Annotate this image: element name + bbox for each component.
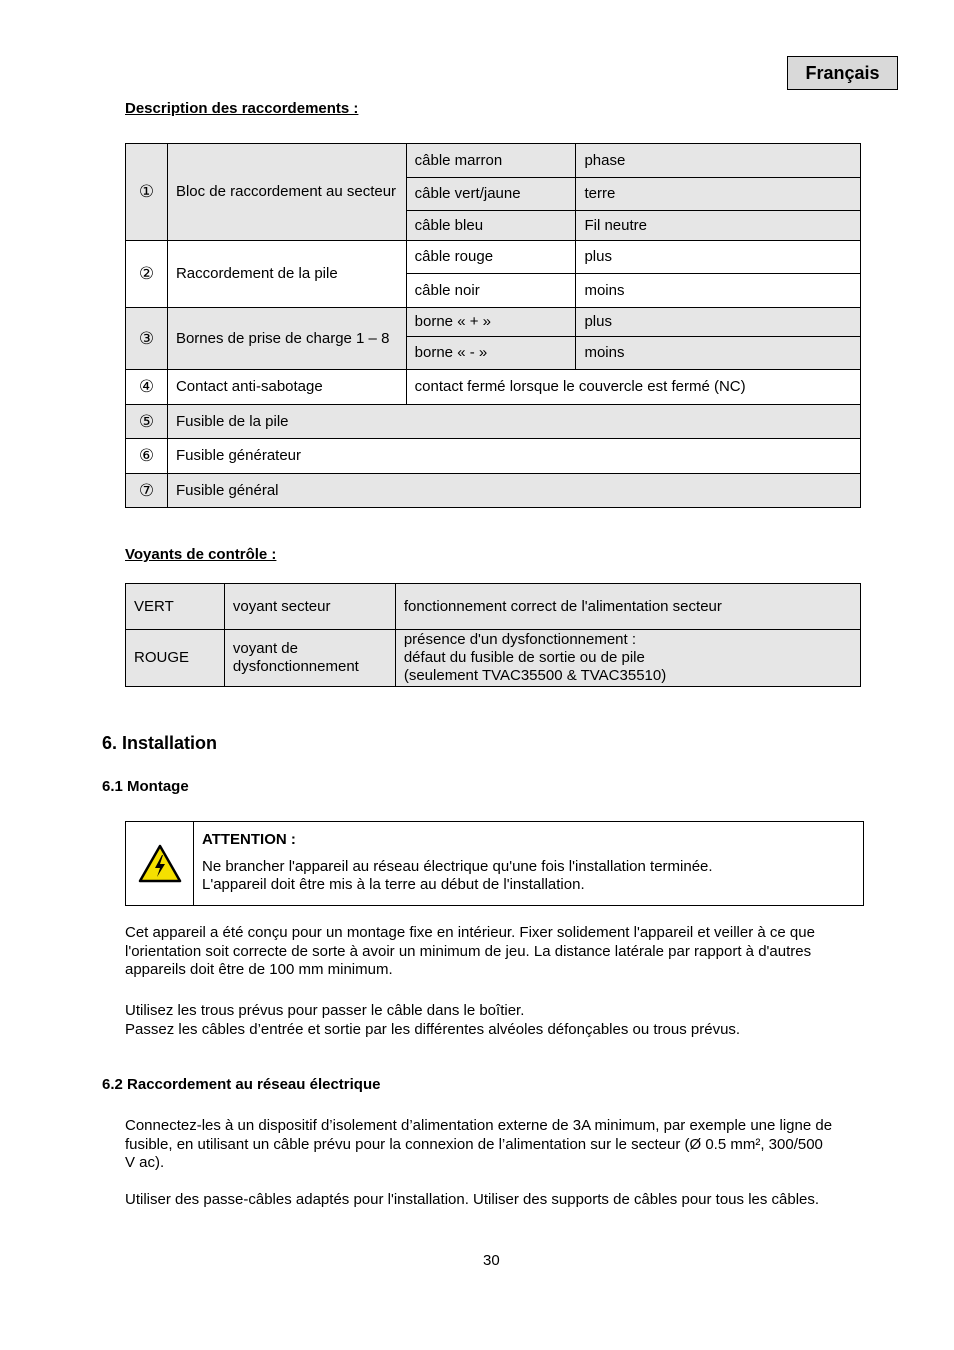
connection-number: ④ <box>126 370 168 405</box>
connection-label: Fusible générateur <box>167 439 860 474</box>
attention-line: L'appareil doit être mis à la terre au début de l'installation. <box>202 876 585 893</box>
connection-function: Fil neutre <box>576 211 861 241</box>
connection-label: Bloc de raccordement au secteur <box>167 144 406 241</box>
connection-cable: borne « + » <box>406 308 576 337</box>
connection-label: Raccordement de la pile <box>167 241 406 308</box>
paragraph-line: Cet appareil a été conçu pour un montage fixe en intérieur. Fixer solidement l'appareil et veiller à ce que <box>125 924 815 941</box>
connection-description: contact fermé lorsque le couvercle est fermé (NC) <box>406 370 860 405</box>
indicator-description-line: présence d'un dysfonctionnement : <box>403 631 637 648</box>
paragraph-line: Passez les câbles d’entrée et sortie par les différentes alvéoles défonçables ou trous prévus. <box>125 1020 741 1038</box>
language-tab: Français <box>787 56 898 90</box>
connection-number: ⑦ <box>126 474 168 508</box>
paragraph-line: fusible, en utilisant un câble prévu pour la connexion de l’alimentation sur le secteur (Ø 0.5 mm², 300/500 <box>125 1135 823 1153</box>
attention-line: Ne brancher l'appareil au réseau électrique qu'une fois l'installation terminée. <box>202 858 713 875</box>
connection-number: ① <box>126 144 168 241</box>
connection-function: terre <box>576 178 861 211</box>
high-voltage-warning-icon <box>138 844 182 884</box>
indicators-heading: Voyants de contrôle : <box>125 546 277 563</box>
connection-label: Bornes de prise de charge 1 – 8 <box>167 308 406 370</box>
paragraph-line: Connectez-les à un dispositif d’isolement d’alimentation externe de 3A minimum, par exemple une ligne de <box>125 1117 833 1134</box>
connections-table <box>125 143 861 508</box>
page-number: 30 <box>483 1252 500 1269</box>
indicator-name: voyant secteur <box>224 584 395 630</box>
connection-cable: borne « - » <box>406 337 576 370</box>
raccordement-paragraph-2: Utiliser des passe-câbles adaptés pour l'installation. Utiliser des supports de câbles pour tous les câbles. <box>125 1191 820 1208</box>
raccordement-paragraph-1 <box>125 1117 832 1173</box>
montage-paragraph-1 <box>125 924 815 980</box>
table-row <box>126 308 861 337</box>
connection-number: ② <box>126 241 168 308</box>
paragraph-line: l'orientation soit correcte de sorte à avoir un minimum de jeu. La distance latérale par rapport à d'autres <box>125 942 812 960</box>
indicators-table <box>125 583 861 687</box>
connection-function: moins <box>576 337 861 370</box>
connection-cable: câble rouge <box>406 241 576 274</box>
paragraph-line: appareils doit être de 100 mm minimum. <box>125 961 393 978</box>
attention-title: ATTENTION : <box>202 831 296 848</box>
connection-function: plus <box>576 308 861 337</box>
table-row <box>126 370 861 405</box>
subsection-title-montage: 6.1 Montage <box>102 778 189 795</box>
connection-cable: câble bleu <box>406 211 576 241</box>
connection-cable: câble vert/jaune <box>406 178 576 211</box>
connection-function: moins <box>576 274 861 308</box>
indicator-description-line: défaut du fusible de sortie ou de pile <box>403 649 645 666</box>
subsection-title-raccordement: 6.2 Raccordement au réseau électrique <box>102 1076 381 1093</box>
connection-label: Fusible de la pile <box>167 405 860 439</box>
attention-box <box>125 821 864 906</box>
table-row <box>126 439 861 474</box>
connection-cable: câble marron <box>406 144 576 178</box>
table-row <box>126 405 861 439</box>
indicator-color: ROUGE <box>126 630 225 687</box>
paragraph-line: Utilisez les trous prévus pour passer le câble dans le boîtier. <box>125 1002 525 1019</box>
table-row <box>126 630 861 687</box>
table-row <box>126 241 861 274</box>
paragraph-line: V ac). <box>125 1154 165 1171</box>
montage-paragraph-2 <box>125 1002 740 1039</box>
connection-function: phase <box>576 144 861 178</box>
indicator-color: VERT <box>126 584 225 630</box>
table-row <box>126 584 861 630</box>
warning-icon-cell <box>126 822 194 905</box>
connection-number: ⑤ <box>126 405 168 439</box>
connection-cable: câble noir <box>406 274 576 308</box>
connection-function: plus <box>576 241 861 274</box>
connection-number: ⑥ <box>126 439 168 474</box>
table-row <box>126 474 861 508</box>
connection-label: Fusible général <box>167 474 860 508</box>
connections-heading: Description des raccordements : <box>125 100 359 117</box>
connection-label: Contact anti-sabotage <box>167 370 406 405</box>
indicator-description-line: (seulement TVAC35500 & TVAC35510) <box>403 667 667 684</box>
table-row <box>126 144 861 178</box>
connection-number: ③ <box>126 308 168 370</box>
indicator-description <box>395 630 860 687</box>
indicator-name: voyant de dysfonctionnement <box>224 630 395 687</box>
attention-text <box>202 831 713 894</box>
section-title-installation: 6. Installation <box>102 733 218 753</box>
indicator-description: fonctionnement correct de l'alimentation secteur <box>395 584 860 630</box>
